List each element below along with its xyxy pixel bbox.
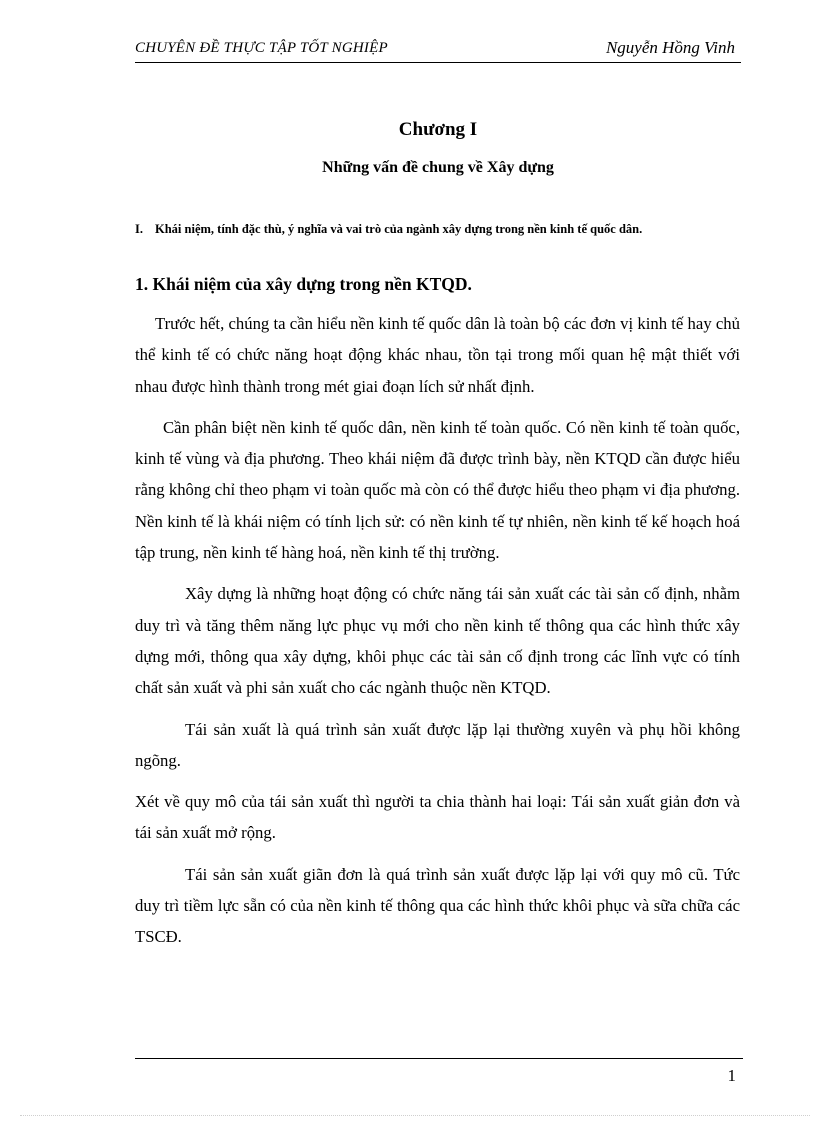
paragraph: Cần phân biệt nền kinh tế quốc dân, nền kinh tế toàn quốc. Có nền kinh tế toàn quốc, kinh tế vùng và địa phương. Theo khái niệm đã được trình bày, nền KTQD cần được hiểu rằng không chỉ theo phạm vi toàn quốc mà còn có thể được hiểu theo phạm vi địa phương. Nền kinh tế là khái niệm có tính lịch sử: có nền kinh tế tự nhiên, nền kinh tế kế hoạch hoá tập trung, nền kinh tế hàng hoá, nền kinh tế thị trường.: [135, 417, 740, 563]
paragraph: Trước hết, chúng ta cần hiểu nền kinh tế quốc dân là toàn bộ các đơn vị kinh tế hay chủ thể kinh tế có chức năng hoạt động khác nhau, tồn tại trong mối quan hệ mật thiết với nhau được hình thành trong mét giai đoạn lích sử nhất định.: [135, 314, 740, 396]
header-author: Nguyễn Hồng Vinh: [605, 38, 735, 57]
paragraph: Xây dựng là những hoạt động có chức năng tái sản xuất các tài sản cố định, nhằm duy trì và tăng thêm năng lực phục vụ mới cho nền kinh tế thông qua các hình thức xây dựng mới, thông qua xây dựng, khôi phục các tài sản cố định trong các lĩnh vực có tính chất sản xuất và phi sản xuất cho các ngành thuộc nền KTQD.: [135, 584, 740, 698]
footer-divider: [135, 1058, 743, 1059]
page-number: 1: [727, 1066, 736, 1085]
paragraph: Tái sản xuất là quá trình sản xuất được lặp lại thường xuyên và phụ hồi không ngõng.: [135, 719, 740, 770]
body-text: [135, 308, 740, 963]
paragraph: Tái sản sản xuất giãn đơn là quá trình sản xuất được lặp lại với quy mô cũ. Tức duy trì tiềm lực sẵn có của nền kinh tế thông qua các hình thức khôi phục và sữa chữa các TSCĐ.: [135, 864, 740, 947]
chapter-title: Chương I: [398, 119, 478, 140]
page-edge-divider: [20, 1115, 810, 1116]
chapter-subtitle: Những vấn đề chung về Xây dựng: [322, 159, 554, 176]
subsection-heading: 1. Khái niệm của xây dựng trong nền KTQD.: [135, 274, 472, 294]
section-heading: [135, 220, 741, 238]
section-text: Khái niệm, tính đặc thù, ý nghĩa và vai trò của ngành xây dựng trong nền kinh tế quốc dân.: [155, 222, 643, 236]
paragraph: Xét về quy mô của tái sản xuất thì người ta chia thành hai loại: Tái sản xuất giản đơn và tái sản xuất mở rộng.: [135, 792, 740, 843]
header-document-title: CHUYÊN ĐỀ THỰC TẬP TỐT NGHIỆP: [135, 40, 388, 56]
section-number: I.: [135, 222, 143, 236]
page-header: [135, 38, 741, 63]
